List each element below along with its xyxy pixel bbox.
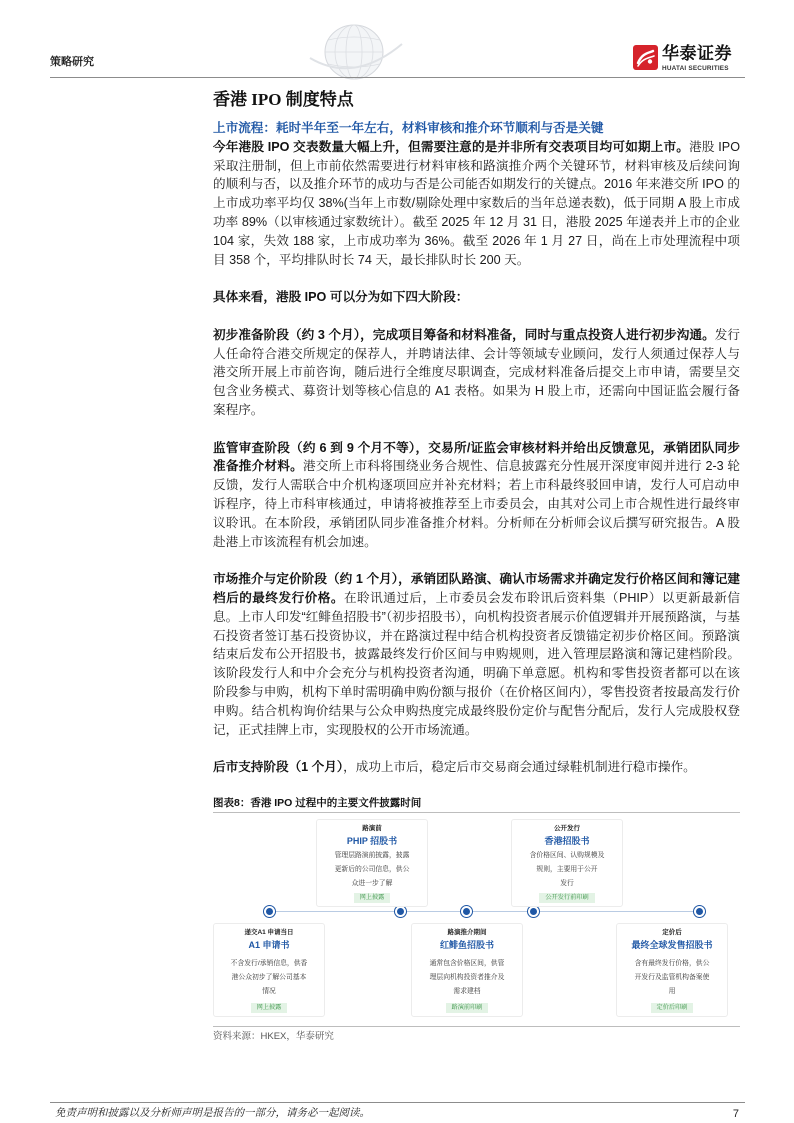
- timeline-event-red-herring: [411, 923, 523, 1017]
- description-line: 更新后的公司信息，供公: [334, 865, 410, 873]
- report-category: 策略研究: [50, 56, 94, 68]
- event-description: [512, 849, 622, 891]
- paragraph-lead: 监管审查阶段（约 6 到 9 个月不等），交易所/证监会审核材料并给出反馈意见，承销团队同步准备推介材料。: [213, 440, 740, 474]
- description-line: 众进一步了解: [351, 879, 393, 887]
- figure-caption: 图表8：香港 IPO 过程中的主要文件披露时间: [213, 796, 422, 809]
- timeline-dot: [693, 905, 706, 918]
- event-stage: 路演推介期间: [447, 928, 487, 936]
- globe-watermark-icon: [298, 14, 410, 82]
- section-title: 香港 IPO 制度特点: [213, 90, 354, 109]
- event-tag: 定价后印刷: [651, 1003, 694, 1013]
- event-tag: 公开发行前印刷: [539, 893, 594, 903]
- description-line: 理层向机构投资者推介及: [429, 973, 505, 981]
- event-document: A1 申请书: [248, 939, 290, 950]
- description-line: 不含发行/承销信息，供香: [230, 959, 308, 967]
- description-line: 通常包含价格区间，供管: [429, 959, 505, 967]
- event-stage: 定价后: [662, 928, 682, 936]
- event-description: [317, 849, 427, 891]
- paragraph-stage-pricing: [213, 570, 740, 739]
- paragraph-stage-aftermarket: [213, 758, 740, 777]
- timeline-dot: [460, 905, 473, 918]
- paragraph-body: 港股 IPO 采取注册制，但上市前依然需要进行材料审核和路演推介两个关键环节，材料审核及后续问询的顺利与否，以及推介环节的成功与否是公司能否如期发行的关键点。2016 年来港交所 IPO 的上市成功率平均仅 38%(当年上市数/剔除处理中家数后的当年总递表数)，低于同期 A 股上市成功率 89%（以审核通过家数统计）。截至 2025 年 12 月 31 日，港股 2025 年递表并上市的企业 104 家，失效 188 家，上市成功率为 36%。截至 2026 年 1 月 27 日，尚在上市处理流程中项目 358 个，平均排队时长 74 天，最长排队时长 200 天。: [213, 139, 740, 267]
- description-line: 管理层路演前披露，披露: [334, 851, 410, 859]
- event-document: 红鲱鱼招股书: [439, 939, 494, 950]
- huatai-logo-icon: [633, 45, 658, 70]
- description-line: 含有最终发行价格，供公: [634, 959, 710, 967]
- timeline-dot: [263, 905, 276, 918]
- description-line: 开发行及监管机构备案使: [634, 973, 710, 981]
- paragraph-stage-preparation: [213, 326, 740, 420]
- event-description: [412, 957, 522, 999]
- description-line: 需求建档: [453, 987, 481, 995]
- paragraph-lead: 初步准备阶段（约 3 个月），完成项目筹备和材料准备，同时与重点投资人进行初步沟通。: [213, 327, 715, 342]
- figure-source: 资料来源：HKEX，华泰研究: [213, 1030, 334, 1042]
- event-tag: 网上披露: [251, 1003, 288, 1013]
- description-line: 规则，主要用于公开: [536, 865, 598, 873]
- event-document: 最终全球发售招股书: [631, 939, 713, 950]
- paragraph-stage-review: [213, 439, 740, 552]
- logo-chinese-name: 华泰证券: [662, 44, 732, 63]
- paragraph-lead: 后市支持阶段（1 个月）: [213, 760, 344, 775]
- timeline-event-phip: [316, 819, 428, 907]
- event-stage: 递交A1 申请当日: [244, 928, 294, 936]
- paragraph-body: 港交所上市科将围绕业务合规性、信息披露充分性展开深度审阅并进行 2-3 轮反馈，发行人需联合中介机构逐项回应并补充材料；若上市科最终驳回申请，发行人可启动申诉程序，待上市科审核通过，申请将被推荐至上市委员会，由其对公司上市合规性进行最终审议聆讯。在本阶段，承销团队同步准备推介材料。分析师在分析师会议后撰写研究报告。A 股赴港上市该流程有机会加速。: [213, 459, 741, 549]
- page-number: 7: [732, 1108, 739, 1120]
- paragraph-body: 发行人任命符合港交所规定的保荐人，并聘请法律、会计等领域专业顾问，发行人须通过保荐人与港交所开展上市前咨询，随后进行全维度尽职调查，完成材料准备后提交上市申请，需要呈交包含业务模式、募资计划等核心信息的 A1 表格。如果为 H 股上市，还需向中国证监会履行备案程序。: [213, 327, 741, 417]
- header-divider: [50, 77, 745, 78]
- paragraph-lead: 具体来看，港股 IPO 可以分为如下四大阶段：: [213, 290, 469, 305]
- description-line: 港公众初步了解公司基本: [231, 973, 307, 981]
- timeline-event-final-prospectus: [616, 923, 728, 1017]
- footer-divider: [50, 1102, 745, 1103]
- event-document: PHIP 招股书: [346, 835, 398, 846]
- paragraph-body: 在聆讯通过后，上市委员会发布聆讯后资料集（PHIP）以更新最新信息。上市人印发“红鲱鱼招股书”（初步招股书），向机构投资者展示价值逻辑并开展预路演，与基石投资者签订基石投资协议，并在路演过程中结合机构投资者反馈锚定初步价格区间。预路演结束后发布公开招股书，披露最终发行价区间与申购规则，进入管理层路演和簿记建档阶段。该阶段发行人和中介会充分与机构投资者沟通，明确下单意愿。机构和零售投资者都可以在该阶段参与申购，机构下单时需明确申购份额与报价（在价格区间内），零售投资者按最高发行价申购。结合机构询价结果与公众申购热度完成最终股份定价与配售分配后，发行人完成股权登记，正式挂牌上市，实现股权的公开市场流通。: [213, 590, 740, 737]
- event-tag: 网上披露: [354, 893, 391, 903]
- event-description: [214, 957, 324, 999]
- description-line: 情况: [262, 987, 276, 995]
- description-line: 含价格区间、认购规模及: [529, 851, 605, 859]
- footer-disclaimer: 免责声明和披露以及分析师声明是报告的一部分，请务必一起阅读。: [55, 1108, 370, 1119]
- main-content: [213, 89, 740, 1043]
- paragraph-lead: 市场推介与定价阶段（约 1 个月），承销团队路演、确认市场需求并确定发行价格区间和簿记建档后的最终发行价格。: [213, 572, 740, 605]
- paragraph-body: ，成功上市后，稳定后市交易商会通过绿鞋机制进行稳市操作。: [343, 760, 696, 775]
- paragraph-lead: 今年港股 IPO 交表数量大幅上升，但需要注意的是并非所有交表项目均可如期上市。: [213, 139, 690, 154]
- event-stage: 路演前: [362, 824, 382, 832]
- event-stage: 公开发行: [554, 824, 580, 832]
- paragraph-overview: [213, 138, 740, 270]
- timeline-axis: [270, 911, 700, 913]
- disclosure-timeline-figure: [213, 813, 740, 1026]
- timeline-event-hk-prospectus: [511, 819, 623, 907]
- timeline-event-a1: [213, 923, 325, 1017]
- paragraph-stages-intro: [213, 288, 740, 307]
- section-subheading: 上市流程：耗时半年至一年左右，材料审核和推介环节顺利与否是关键: [213, 121, 604, 135]
- event-tag: 路演前印刷: [446, 1003, 489, 1013]
- description-line: 用: [668, 987, 676, 995]
- company-logo: [633, 44, 745, 74]
- event-description: [617, 957, 727, 999]
- event-document: 香港招股书: [544, 835, 590, 846]
- logo-english-name: HUATAI SECURITIES: [662, 65, 729, 72]
- source-divider: [213, 1026, 740, 1027]
- description-line: 发行: [560, 879, 574, 887]
